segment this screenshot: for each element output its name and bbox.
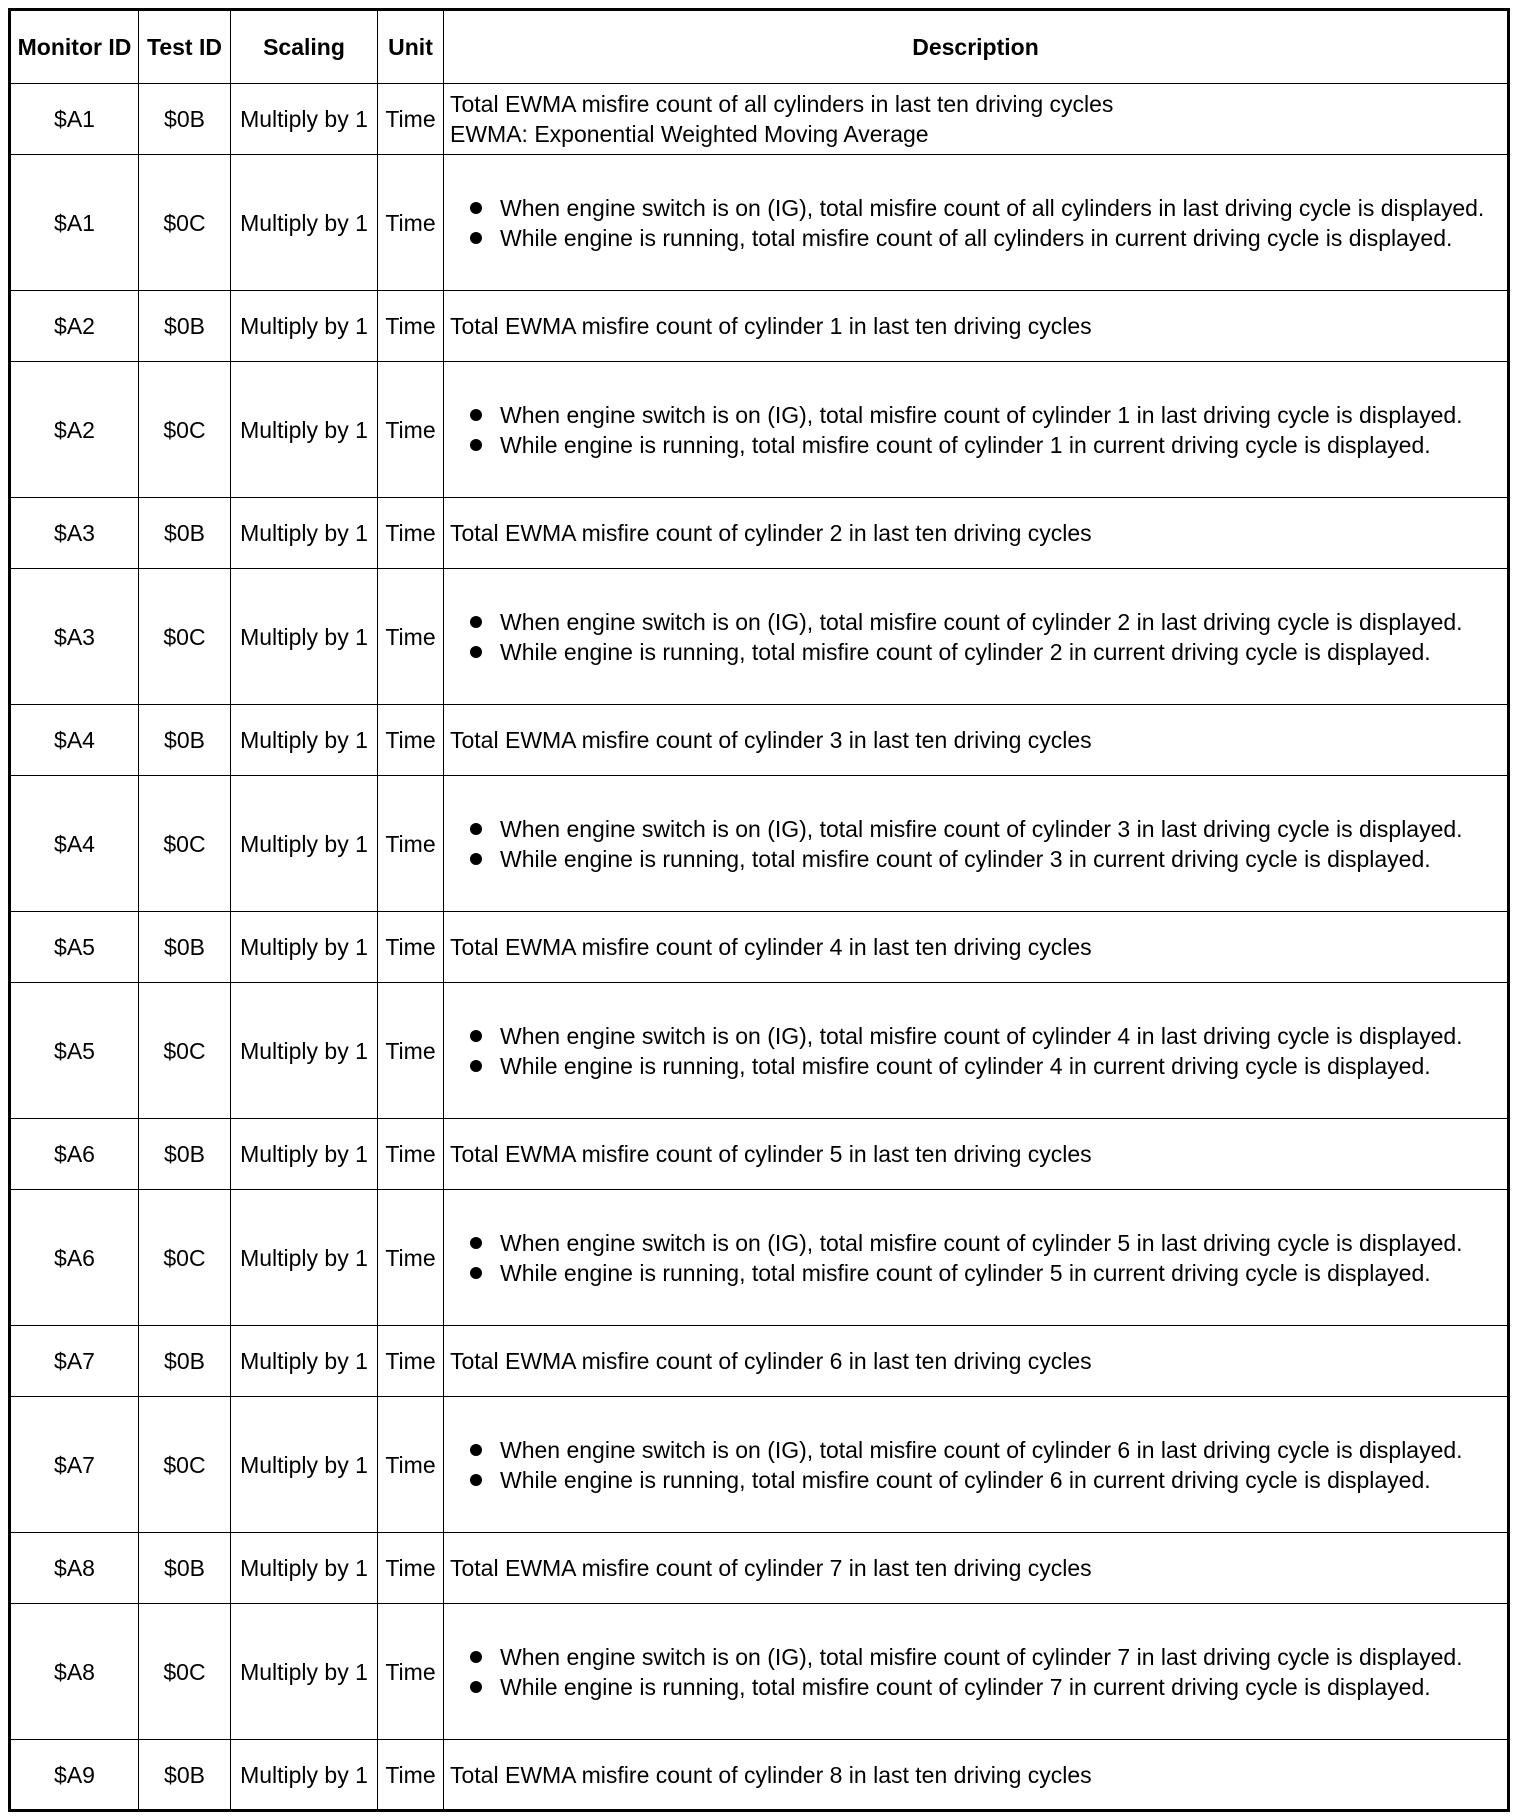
description-line: Total EWMA misfire count of cylinder 7 in last ten driving cycles <box>450 1555 1092 1581</box>
monitor-id-cell: $A2 <box>10 362 139 498</box>
monitor-id-cell: $A7 <box>10 1397 139 1533</box>
monitor-id-cell: $A1 <box>10 84 139 155</box>
table-row <box>10 498 1509 569</box>
test-id-cell: $0B <box>139 705 231 776</box>
bullet-icon <box>470 439 482 451</box>
test-id-cell: $0B <box>139 1119 231 1190</box>
table-row <box>10 1740 1509 1811</box>
unit-cell: Time <box>378 84 444 155</box>
table-row <box>10 1190 1509 1326</box>
table-row <box>10 84 1509 155</box>
description-line: Total EWMA misfire count of cylinder 1 in last ten driving cycles <box>450 313 1092 339</box>
test-id-cell: $0C <box>139 983 231 1119</box>
description-line: Total EWMA misfire count of cylinder 4 in last ten driving cycles <box>450 934 1092 960</box>
bullet-icon <box>470 823 482 835</box>
bullet-icon <box>470 1030 482 1042</box>
description-cell <box>444 1190 1509 1326</box>
monitor-id-cell: $A7 <box>10 1326 139 1397</box>
description-line: Total EWMA misfire count of cylinder 8 in last ten driving cycles <box>450 1761 1092 1788</box>
monitor-id-cell: $A8 <box>10 1604 139 1740</box>
header-test-id: Test ID <box>139 10 231 84</box>
description-cell <box>444 1326 1509 1397</box>
bullet-text: When engine switch is on (IG), total misfire count of cylinder 1 in last driving cycle is displayed. <box>500 401 1463 428</box>
description-bullet-list <box>450 400 1497 460</box>
description-bullet-item <box>450 1258 1497 1288</box>
description-bullet-item <box>450 1228 1497 1258</box>
unit-cell: Time <box>378 498 444 569</box>
description-bullet-item <box>450 1051 1497 1081</box>
monitor-id-cell: $A6 <box>10 1190 139 1326</box>
description-bullet-item <box>450 1642 1497 1672</box>
unit-cell: Time <box>378 1119 444 1190</box>
monitor-id-cell: $A4 <box>10 705 139 776</box>
unit-cell: Time <box>378 1533 444 1604</box>
scaling-cell: Multiply by 1 <box>231 155 378 291</box>
description-cell <box>444 776 1509 912</box>
bullet-text: When engine switch is on (IG), total misfire count of cylinder 2 in last driving cycle is displayed. <box>500 608 1463 635</box>
scaling-cell: Multiply by 1 <box>231 912 378 983</box>
scaling-cell: Multiply by 1 <box>231 1119 378 1190</box>
test-id-cell: $0C <box>139 569 231 705</box>
test-id-cell: $0C <box>139 1190 231 1326</box>
bullet-text: While engine is running, total misfire count of cylinder 7 in current driving cycle is displayed. <box>500 1673 1431 1700</box>
description-cell <box>444 362 1509 498</box>
unit-cell: Time <box>378 155 444 291</box>
scaling-cell: Multiply by 1 <box>231 1326 378 1397</box>
bullet-icon <box>470 232 482 244</box>
scaling-cell: Multiply by 1 <box>231 705 378 776</box>
bullet-text: When engine switch is on (IG), total misfire count of cylinder 7 in last driving cycle is displayed. <box>500 1643 1463 1670</box>
description-bullet-list <box>450 1021 1497 1081</box>
description-line: Total EWMA misfire count of cylinder 2 in last ten driving cycles <box>450 520 1092 546</box>
table-row <box>10 1604 1509 1740</box>
bullet-icon <box>470 202 482 214</box>
test-id-cell: $0B <box>139 1533 231 1604</box>
table-row <box>10 362 1509 498</box>
monitor-id-cell: $A4 <box>10 776 139 912</box>
description-bullet-item <box>450 430 1497 460</box>
bullet-text: While engine is running, total misfire count of cylinder 2 in current driving cycle is displayed. <box>500 638 1431 665</box>
unit-cell: Time <box>378 1604 444 1740</box>
test-id-cell: $0B <box>139 912 231 983</box>
monitor-id-cell: $A3 <box>10 498 139 569</box>
description-line: Total EWMA misfire count of cylinder 5 in last ten driving cycles <box>450 1141 1092 1167</box>
unit-cell: Time <box>378 1397 444 1533</box>
scaling-cell: Multiply by 1 <box>231 291 378 362</box>
scaling-cell: Multiply by 1 <box>231 1190 378 1326</box>
bullet-text: While engine is running, total misfire count of cylinder 3 in current driving cycle is displayed. <box>500 845 1431 872</box>
description-cell <box>444 498 1509 569</box>
description-cell <box>444 912 1509 983</box>
description-bullet-item <box>450 637 1497 667</box>
monitor-id-cell: $A8 <box>10 1533 139 1604</box>
bullet-text: When engine switch is on (IG), total misfire count of cylinder 4 in last driving cycle is displayed. <box>500 1022 1463 1049</box>
bullet-icon <box>470 409 482 421</box>
table-row <box>10 155 1509 291</box>
description-cell <box>444 1533 1509 1604</box>
bullet-icon <box>470 1681 482 1693</box>
description-bullet-list <box>450 193 1497 253</box>
scaling-cell: Multiply by 1 <box>231 776 378 912</box>
test-id-cell: $0B <box>139 1326 231 1397</box>
scaling-cell: Multiply by 1 <box>231 362 378 498</box>
bullet-text: When engine switch is on (IG), total misfire count of cylinder 6 in last driving cycle is displayed. <box>500 1436 1463 1463</box>
table-header-row <box>10 10 1509 84</box>
description-bullet-item <box>450 814 1497 844</box>
bullet-text: While engine is running, total misfire count of cylinder 6 in current driving cycle is displayed. <box>500 1466 1431 1493</box>
unit-cell: Time <box>378 291 444 362</box>
bullet-text: While engine is running, total misfire count of cylinder 1 in current driving cycle is displayed. <box>500 431 1431 458</box>
scaling-cell: Multiply by 1 <box>231 1604 378 1740</box>
table-row <box>10 705 1509 776</box>
description-cell <box>444 1397 1509 1533</box>
description-bullet-item <box>450 193 1497 223</box>
bullet-text: While engine is running, total misfire count of cylinder 5 in current driving cycle is displayed. <box>500 1259 1431 1286</box>
description-line: Total EWMA misfire count of cylinder 6 in last ten driving cycles <box>450 1348 1092 1374</box>
description-bullet-list <box>450 1642 1497 1702</box>
unit-cell: Time <box>378 776 444 912</box>
description-cell <box>444 1119 1509 1190</box>
table-row <box>10 776 1509 912</box>
header-monitor-id: Monitor ID <box>10 10 139 84</box>
test-id-cell: $0C <box>139 362 231 498</box>
description-line: Total EWMA misfire count of cylinder 3 in last ten driving cycles <box>450 727 1092 753</box>
monitor-test-table <box>8 8 1510 1812</box>
description-line: Total EWMA misfire count of all cylinders in last ten driving cycles <box>450 91 1114 117</box>
header-unit: Unit <box>378 10 444 84</box>
bullet-icon <box>470 1651 482 1663</box>
scaling-cell: Multiply by 1 <box>231 569 378 705</box>
bullet-icon <box>470 1267 482 1279</box>
bullet-text: When engine switch is on (IG), total misfire count of cylinder 5 in last driving cycle is displayed. <box>500 1229 1463 1256</box>
description-cell <box>444 569 1509 705</box>
description-bullet-item <box>450 1465 1497 1495</box>
unit-cell: Time <box>378 705 444 776</box>
header-description: Description <box>444 10 1509 84</box>
description-cell <box>444 1740 1509 1811</box>
bullet-icon <box>470 1060 482 1072</box>
description-line: EWMA: Exponential Weighted Moving Average <box>450 121 929 147</box>
monitor-id-cell: $A6 <box>10 1119 139 1190</box>
monitor-id-cell: $A5 <box>10 983 139 1119</box>
monitor-id-cell: $A5 <box>10 912 139 983</box>
test-id-cell: $0C <box>139 776 231 912</box>
scaling-cell: Multiply by 1 <box>231 84 378 155</box>
scaling-cell: Multiply by 1 <box>231 1533 378 1604</box>
bullet-text: While engine is running, total misfire count of cylinder 4 in current driving cycle is displayed. <box>500 1052 1431 1079</box>
description-bullet-list <box>450 814 1497 874</box>
description-bullet-item <box>450 223 1497 253</box>
header-scaling: Scaling <box>231 10 378 84</box>
table-row <box>10 569 1509 705</box>
monitor-id-cell: $A2 <box>10 291 139 362</box>
description-cell <box>444 84 1509 155</box>
test-id-cell: $0B <box>139 1740 231 1811</box>
test-id-cell: $0C <box>139 1604 231 1740</box>
unit-cell: Time <box>378 1740 444 1811</box>
unit-cell: Time <box>378 1326 444 1397</box>
description-cell <box>444 705 1509 776</box>
bullet-text: When engine switch is on (IG), total misfire count of all cylinders in last driving cycle is displayed. <box>500 194 1485 221</box>
unit-cell: Time <box>378 1190 444 1326</box>
unit-cell: Time <box>378 912 444 983</box>
bullet-icon <box>470 616 482 628</box>
description-bullet-item <box>450 1435 1497 1465</box>
table-row <box>10 1119 1509 1190</box>
scaling-cell: Multiply by 1 <box>231 983 378 1119</box>
test-id-cell: $0C <box>139 1397 231 1533</box>
description-bullet-list <box>450 1435 1497 1495</box>
scaling-cell: Multiply by 1 <box>231 498 378 569</box>
description-cell <box>444 983 1509 1119</box>
bullet-text: When engine switch is on (IG), total misfire count of cylinder 3 in last driving cycle is displayed. <box>500 815 1463 842</box>
monitor-id-cell: $A9 <box>10 1740 139 1811</box>
description-bullet-item <box>450 1672 1497 1702</box>
scaling-cell: Multiply by 1 <box>231 1740 378 1811</box>
scaling-cell: Multiply by 1 <box>231 1397 378 1533</box>
unit-cell: Time <box>378 569 444 705</box>
table-row <box>10 1533 1509 1604</box>
table-body <box>10 84 1509 1811</box>
monitor-id-cell: $A1 <box>10 155 139 291</box>
table-row <box>10 291 1509 362</box>
description-bullet-item <box>450 1021 1497 1051</box>
document-page <box>8 8 1510 1810</box>
test-id-cell: $0B <box>139 498 231 569</box>
description-cell <box>444 291 1509 362</box>
bullet-icon <box>470 853 482 865</box>
description-cell <box>444 155 1509 291</box>
table-row <box>10 1326 1509 1397</box>
bullet-icon <box>470 1474 482 1486</box>
description-bullet-item <box>450 607 1497 637</box>
bullet-text: While engine is running, total misfire count of all cylinders in current driving cycle is displayed. <box>500 224 1453 251</box>
table-row <box>10 912 1509 983</box>
bullet-icon <box>470 1237 482 1249</box>
test-id-cell: $0B <box>139 291 231 362</box>
description-bullet-list <box>450 607 1497 667</box>
description-bullet-item <box>450 400 1497 430</box>
table-row <box>10 983 1509 1119</box>
description-bullet-item <box>450 844 1497 874</box>
test-id-cell: $0B <box>139 84 231 155</box>
monitor-id-cell: $A3 <box>10 569 139 705</box>
description-bullet-list <box>450 1228 1497 1288</box>
description-cell <box>444 1604 1509 1740</box>
bullet-icon <box>470 1444 482 1456</box>
test-id-cell: $0C <box>139 155 231 291</box>
bullet-icon <box>470 646 482 658</box>
table-row <box>10 1397 1509 1533</box>
unit-cell: Time <box>378 362 444 498</box>
unit-cell: Time <box>378 983 444 1119</box>
